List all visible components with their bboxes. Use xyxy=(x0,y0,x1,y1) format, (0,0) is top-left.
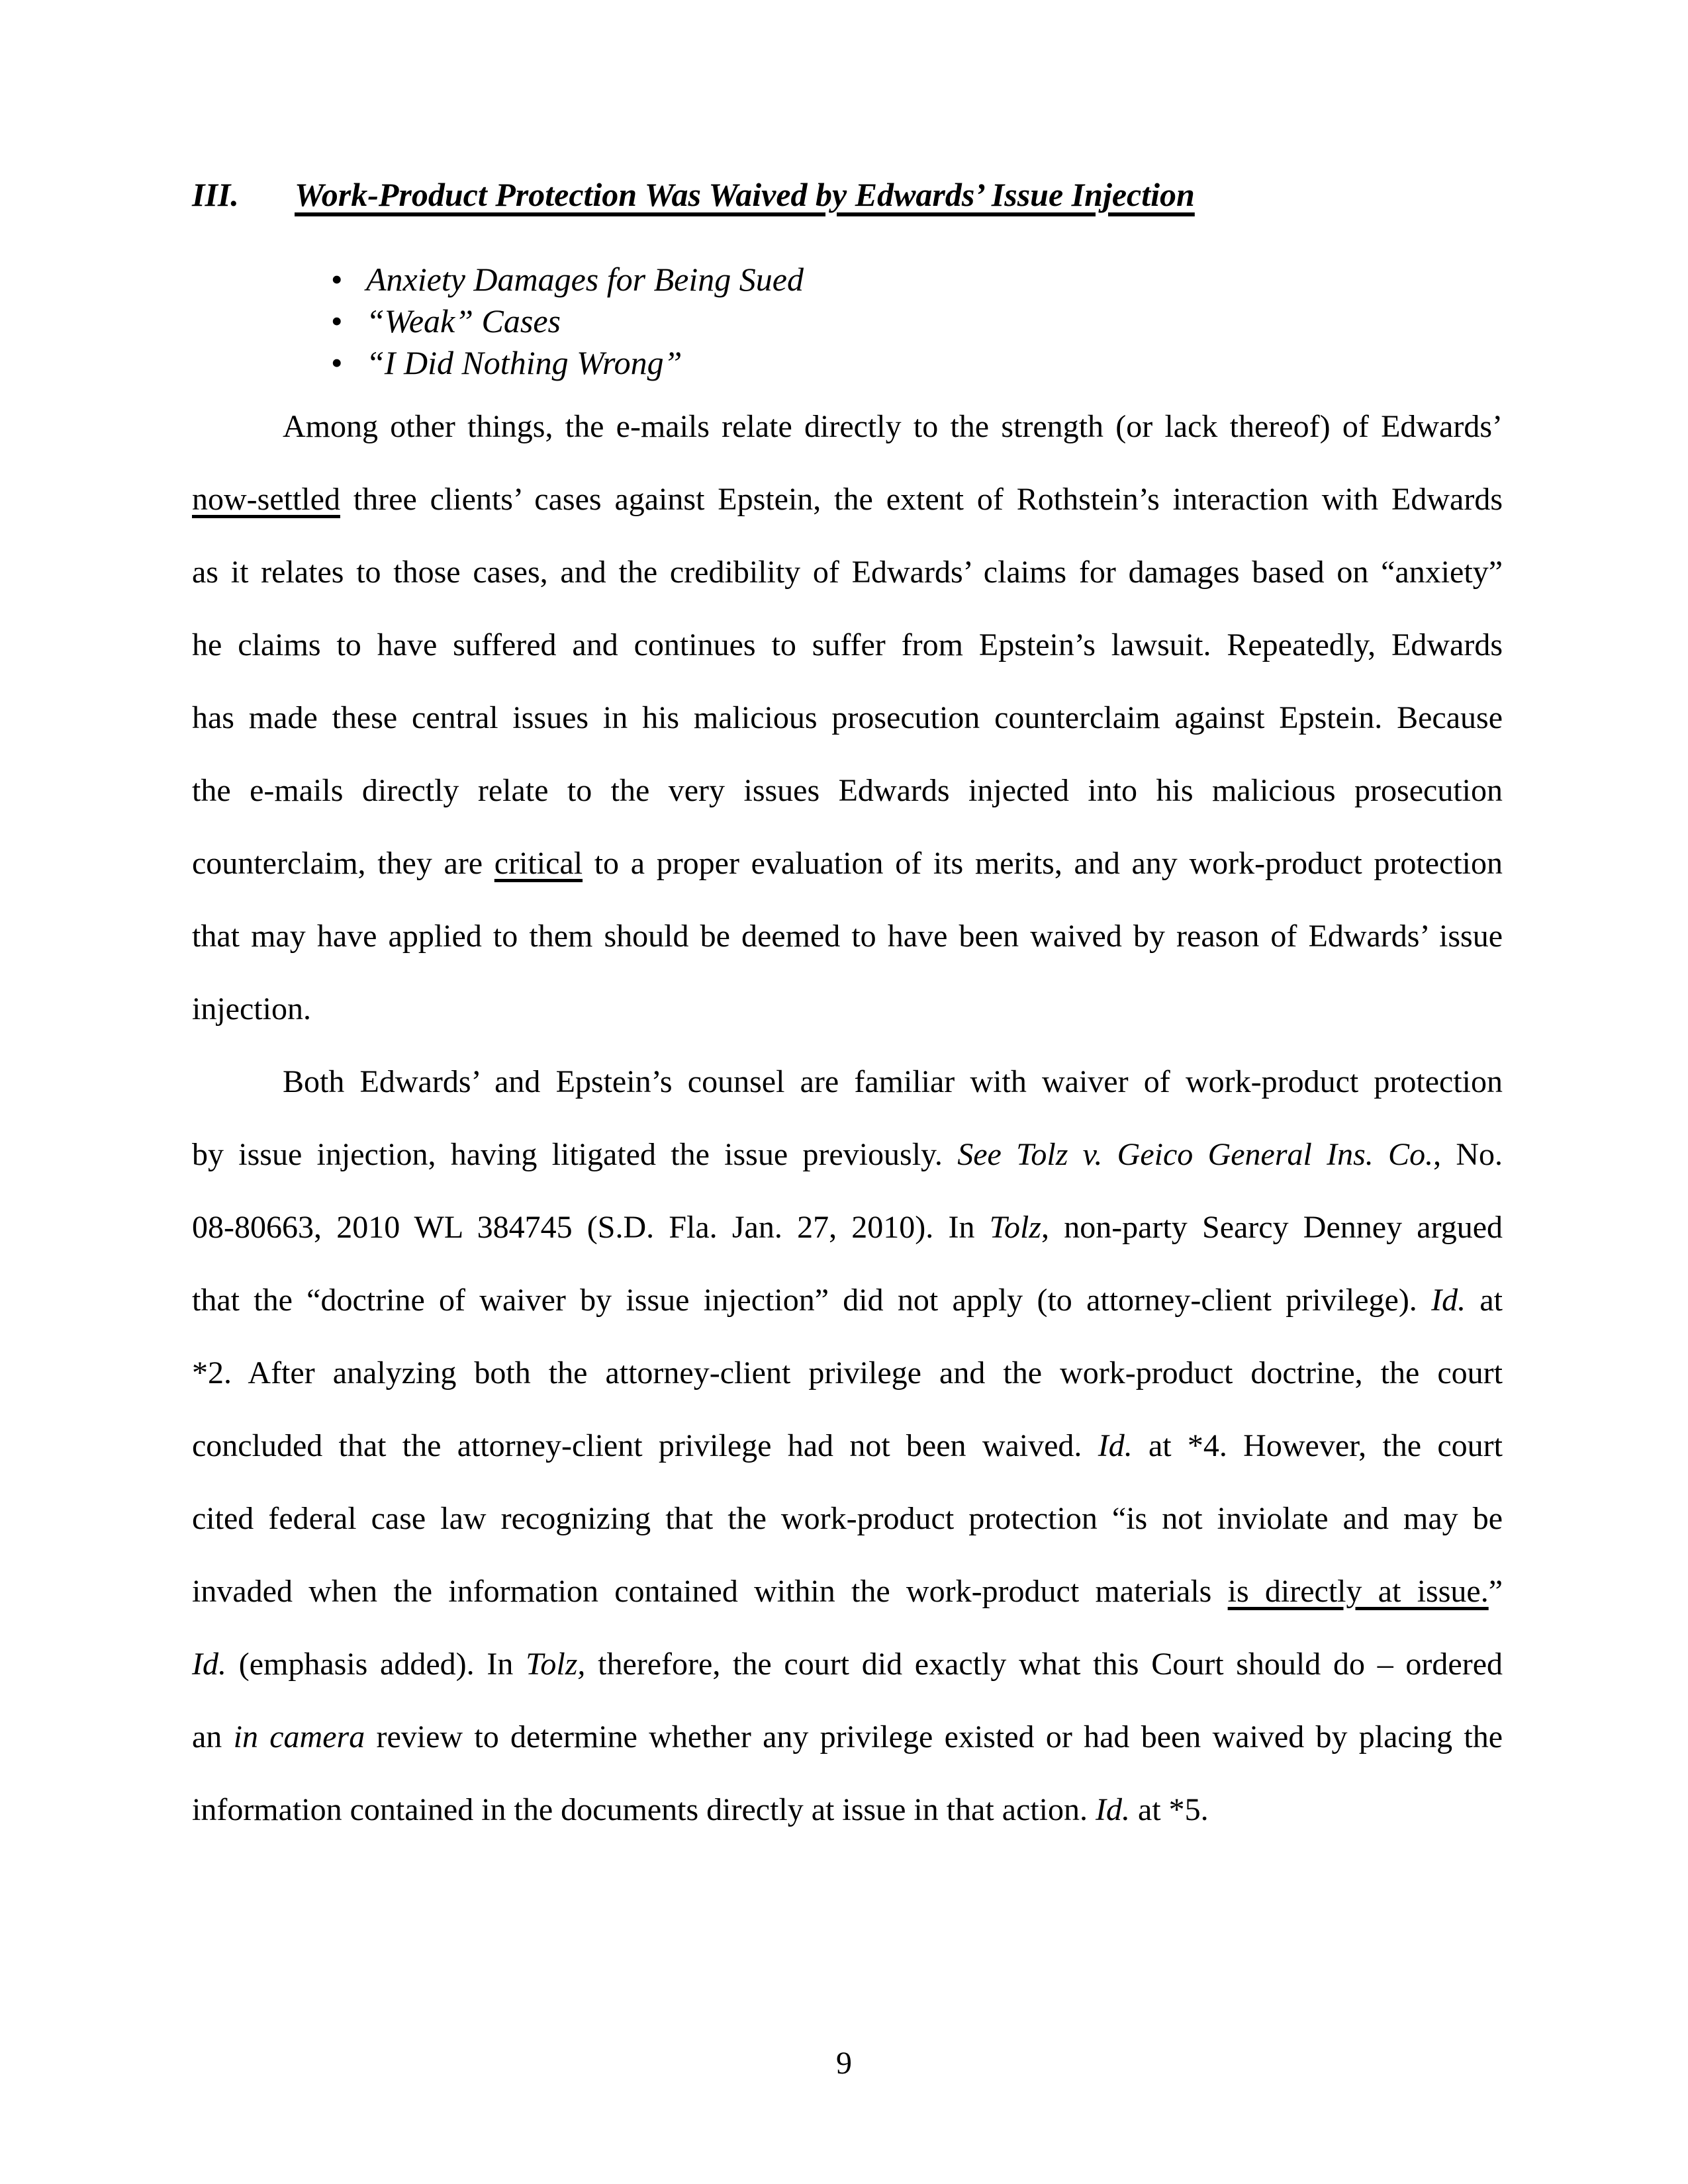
text-segment: injection. xyxy=(192,991,311,1026)
list-item xyxy=(192,259,1503,300)
text-segment: Both Edwards’ and Epstein’s counsel are familiar with waiver of work-product protection xyxy=(283,1064,1503,1099)
text-line xyxy=(192,973,1503,1046)
italic-text: See Tolz v. Geico General Ins. Co. xyxy=(957,1137,1434,1172)
italic-text: Id. xyxy=(192,1647,226,1682)
italic-text: Tolz, xyxy=(526,1647,586,1682)
text-segment: that may have applied to them should be deemed to have been waived by reason of Edwards’ issue xyxy=(192,919,1503,954)
italic-text: in camera xyxy=(233,1719,365,1754)
text-segment: by issue injection, having litigated the issue previously. xyxy=(192,1137,958,1172)
bullet-label: “Weak” Cases xyxy=(366,302,561,340)
text-segment: as it relates to those cases, and the credibility of Edwards’ claims for damages based on “anxiety” xyxy=(192,555,1503,590)
text-line xyxy=(192,1628,1503,1701)
text-segment: has made these central issues in his malicious prosecution counterclaim against Epstein. Because xyxy=(192,700,1503,735)
text-line xyxy=(192,827,1503,900)
bullet-label: Anxiety Damages for Being Sued xyxy=(366,261,804,298)
text-segment: , non-party Searcy Denney argued xyxy=(1041,1210,1503,1245)
text-segment: therefore, the court did exactly what this Court should do – ordered xyxy=(585,1647,1503,1682)
text-segment: he claims to have suffered and continues to suffer from Epstein’s lawsuit. Repeatedly, Edwards xyxy=(192,627,1503,662)
text-segment: at *4. However, the court xyxy=(1132,1428,1503,1463)
text-segment: , No. xyxy=(1433,1137,1503,1172)
document-body xyxy=(192,390,1503,1846)
list-item xyxy=(192,300,1503,342)
text-line xyxy=(192,1046,1503,1118)
text-segment: invaded when the information contained within the work-product materials xyxy=(192,1574,1228,1609)
text-line xyxy=(192,1118,1503,1191)
text-line xyxy=(192,390,1503,463)
text-line xyxy=(192,1191,1503,1264)
list-item xyxy=(192,342,1503,384)
text-segment: three clients’ cases against Epstein, the extent of Rothstein’s interaction with Edwards xyxy=(340,482,1503,517)
text-line xyxy=(192,609,1503,682)
section-heading xyxy=(192,174,1503,215)
italic-text: Id. xyxy=(1098,1428,1133,1463)
bullet-label: “I Did Nothing Wrong” xyxy=(366,344,682,381)
text-segment: information contained in the documents directly at issue in that action. xyxy=(192,1792,1096,1827)
text-segment: counterclaim, they are xyxy=(192,846,494,881)
text-segment: an xyxy=(192,1719,234,1754)
underlined-text: is directly at issue. xyxy=(1227,1574,1489,1609)
section-numeral: III. xyxy=(192,176,239,213)
underlined-text: now-settled xyxy=(192,482,340,517)
text-line xyxy=(192,1482,1503,1555)
bullet-list xyxy=(192,259,1503,384)
text-segment: cited federal case law recognizing that the work-product protection “is not inviolate and may be xyxy=(192,1501,1503,1536)
text-line xyxy=(192,463,1503,536)
text-segment: at *5. xyxy=(1129,1792,1209,1827)
bullet-icon: • xyxy=(331,344,343,381)
bullet-icon: • xyxy=(331,261,343,298)
text-segment: (emphasis added). In xyxy=(226,1647,526,1682)
paragraph-1 xyxy=(192,390,1503,1046)
text-line xyxy=(192,1701,1503,1774)
text-line xyxy=(192,536,1503,609)
text-line xyxy=(192,1410,1503,1482)
text-line xyxy=(192,1337,1503,1410)
text-line xyxy=(192,682,1503,754)
italic-text: Tolz xyxy=(989,1210,1041,1245)
bullet-icon: • xyxy=(331,302,343,340)
text-segment: review to determine whether any privilege existed or had been waived by placing the xyxy=(365,1719,1503,1754)
italic-text: Id. xyxy=(1095,1792,1130,1827)
italic-text: Id. xyxy=(1431,1283,1466,1318)
page-number: 9 xyxy=(836,2046,852,2081)
text-segment: the e-mails directly relate to the very issues Edwards injected into his malicious prosecution xyxy=(192,773,1503,808)
text-line xyxy=(192,900,1503,973)
text-segment: *2. After analyzing both the attorney-client privilege and the work-product doctrine, the court xyxy=(192,1355,1503,1390)
section-title: Work-Product Protection Was Waived by Edwards’ Issue Injection xyxy=(295,176,1195,213)
text-line xyxy=(192,754,1503,827)
text-segment: concluded that the attorney-client privilege had not been waived. xyxy=(192,1428,1098,1463)
text-line xyxy=(192,1264,1503,1337)
text-segment: 08-80663, 2010 WL 384745 (S.D. Fla. Jan. 27, 2010). In xyxy=(192,1210,990,1245)
text-line xyxy=(192,1555,1503,1628)
text-segment: that the “doctrine of waiver by issue injection” did not apply (to attorney-client privilege). xyxy=(192,1283,1432,1318)
text-line xyxy=(192,1774,1503,1846)
underlined-text: critical xyxy=(494,846,583,881)
paragraph-2 xyxy=(192,1046,1503,1846)
text-segment: at xyxy=(1466,1283,1503,1318)
text-segment: ” xyxy=(1488,1574,1503,1609)
text-segment: Among other things, the e-mails relate directly to the strength (or lack thereof) of Edwards’ xyxy=(283,409,1503,444)
text-segment: to a proper evaluation of its merits, and any work-product protection xyxy=(583,846,1503,881)
